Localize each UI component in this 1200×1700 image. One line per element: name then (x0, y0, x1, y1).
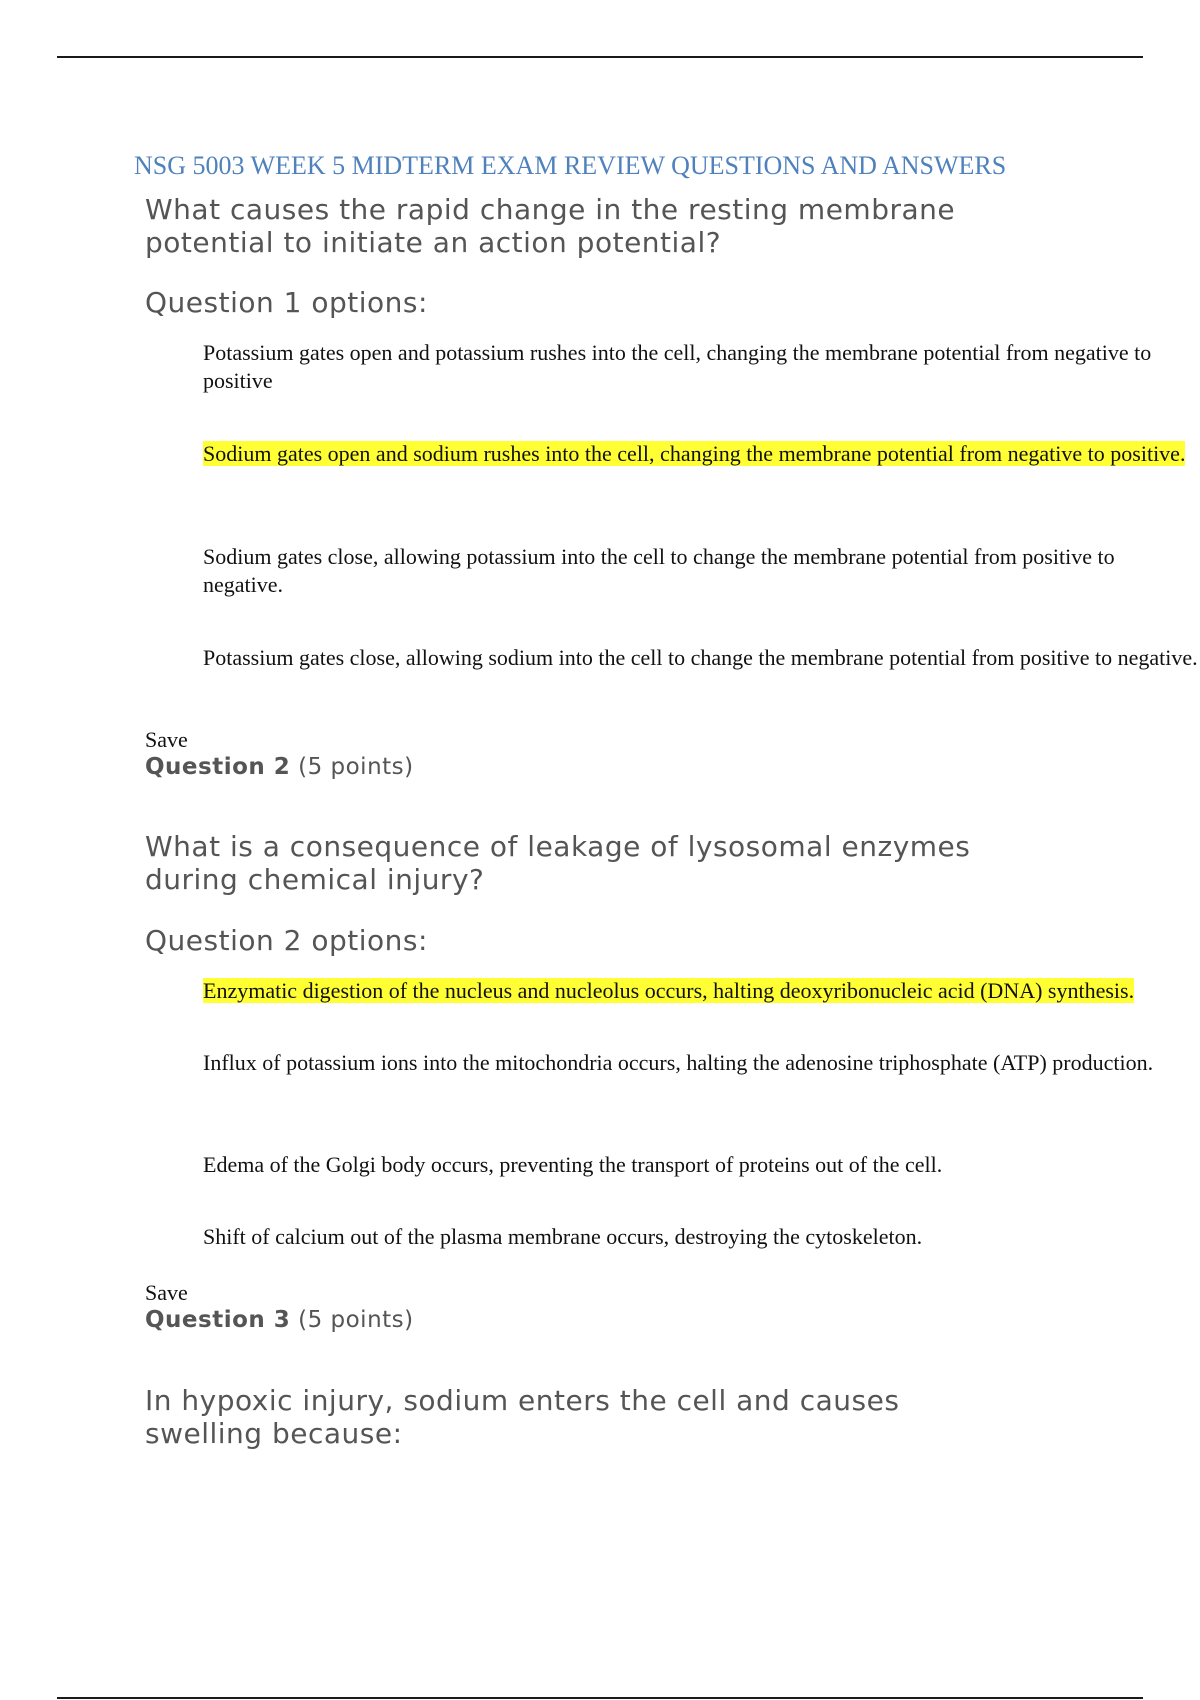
question-1-text: What causes the rapid change in the resting membrane potential to initiate an action potential? (145, 193, 956, 259)
option-text: Potassium gates open and potassium rushes into the cell, changing the membrane potential from negative to positive (203, 340, 1152, 393)
question-points: (5 points) (298, 1307, 414, 1333)
question-3-text: In hypoxic injury, sodium enters the cell and causes swelling because: (145, 1384, 900, 1450)
question-1-option-4[interactable] (203, 644, 1200, 672)
question-number: Question 2 (145, 754, 291, 780)
option-text: Influx of potassium ions into the mitochondria occurs, halting the adenosine triphosphate (ATP) production. (203, 1050, 1154, 1075)
document-title: NSG 5003 WEEK 5 MIDTERM EXAM REVIEW QUESTIONS AND ANSWERS (134, 151, 1007, 180)
question-points: (5 points) (298, 754, 414, 780)
question-2-option-1[interactable] (203, 977, 1200, 1005)
bottom-rule (57, 1697, 1143, 1699)
option-text: Potassium gates close, allowing sodium into the cell to change the membrane potential from positive to negative. (203, 645, 1198, 670)
option-text-highlighted: Enzymatic digestion of the nucleus and nucleolus occurs, halting deoxyribonucleic acid (DNA) synthesis. (203, 978, 1135, 1003)
question-3-header (145, 1307, 414, 1333)
question-2-option-4[interactable] (203, 1223, 1200, 1251)
question-number: Question 3 (145, 1307, 291, 1333)
option-text: Sodium gates close, allowing potassium into the cell to change the membrane potential from positive to negative. (203, 544, 1115, 597)
question-2-option-2[interactable] (203, 1049, 1200, 1077)
question-1-save-button[interactable]: Save (145, 727, 188, 752)
top-rule (57, 56, 1143, 58)
option-text-highlighted: Sodium gates open and sodium rushes into the cell, changing the membrane potential from negative to positive. (203, 441, 1186, 466)
question-2-options-label: Question 2 options: (145, 924, 428, 957)
question-2-text: What is a consequence of leakage of lysosomal enzymes during chemical injury? (145, 830, 971, 896)
question-2-option-3[interactable] (203, 1151, 1200, 1179)
question-1-option-2[interactable] (203, 440, 1200, 468)
option-text: Shift of calcium out of the plasma membrane occurs, destroying the cytoskeleton. (203, 1224, 923, 1249)
question-1-option-3[interactable] (203, 543, 1200, 599)
question-1-options-label: Question 1 options: (145, 286, 428, 319)
question-2-header (145, 754, 414, 780)
question-1-option-1[interactable] (203, 339, 1200, 395)
option-text: Edema of the Golgi body occurs, preventing the transport of proteins out of the cell. (203, 1152, 943, 1177)
question-2-save-button[interactable]: Save (145, 1280, 188, 1305)
